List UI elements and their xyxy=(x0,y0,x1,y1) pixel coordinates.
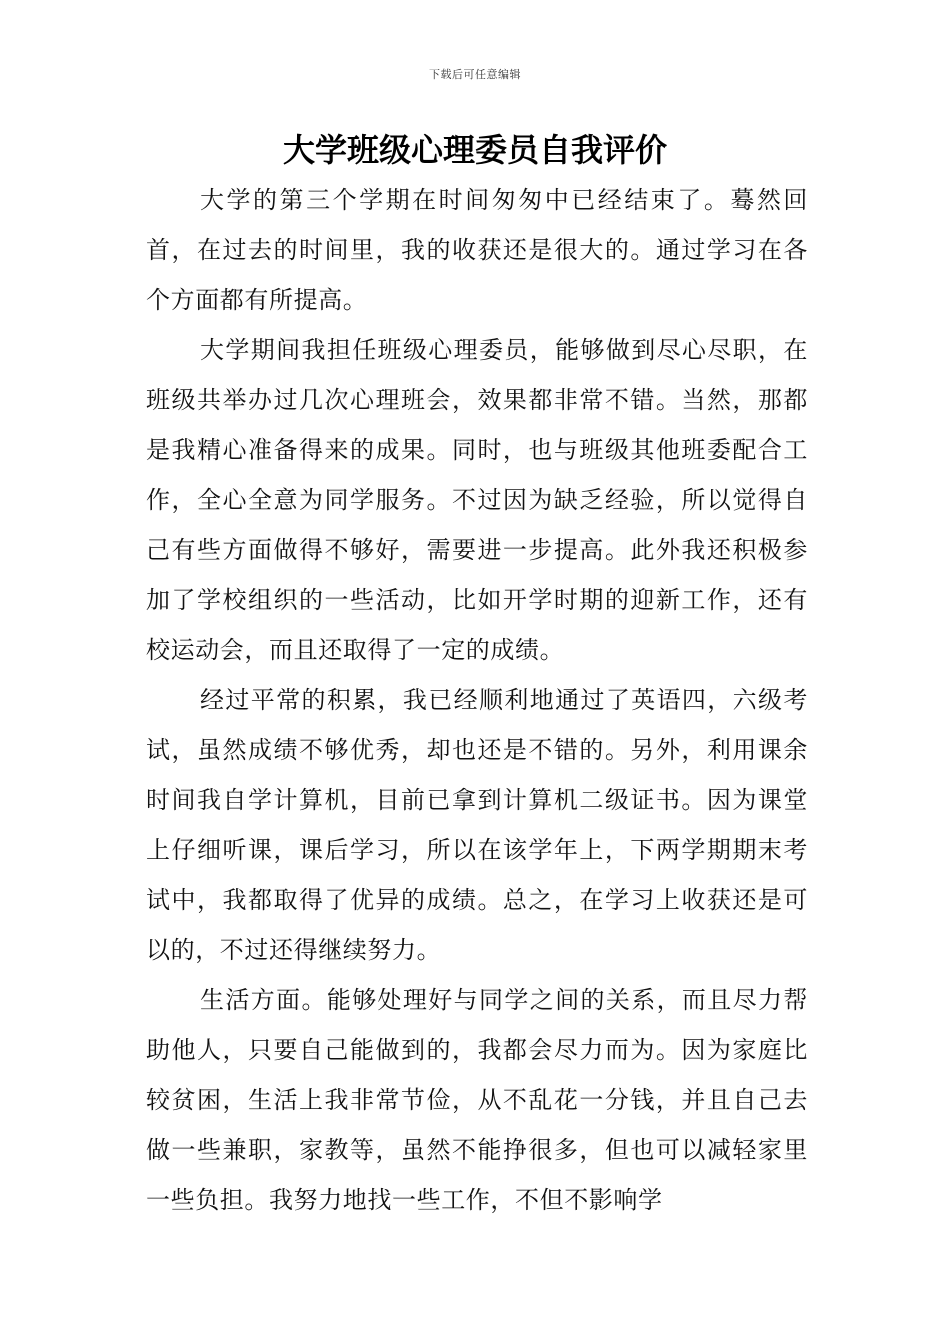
document-body xyxy=(146,175,808,1225)
document-title: 大学班级心理委员自我评价 xyxy=(282,131,667,169)
paragraph-3: 经过平常的积累，我已经顺利地通过了英语四，六级考试，虽然成绩不够优秀，却也还是不错的。另外，利用课余时间我自学计算机，目前已拿到计算机二级证书。因为课堂上仔细听课，课后学习，所以在该学年上，下两学期期末考试中，我都取得了优异的成绩。总之，在学习上收获还是可以的，不过还得继续努力。 xyxy=(146,686,808,964)
paragraph-1: 大学的第三个学期在时间匆匆中已经结束了。蓦然回首，在过去的时间里，我的收获还是很大的。通过学习在各个方面都有所提高。 xyxy=(146,186,808,314)
paragraph-4: 生活方面。能够处理好与同学之间的关系，而且尽力帮助他人，只要自己能做到的，我都会尽力而为。因为家庭比较贫困，生活上我非常节俭，从不乱花一分钱，并且自己去做一些兼职，家教等，虽然不能挣很多，但也可以减轻家里一些负担。我努力地找一些工作，不但不影响学 xyxy=(146,986,808,1214)
paragraph-2: 大学期间我担任班级心理委员，能够做到尽心尽职，在班级共举办过几次心理班会，效果都非常不错。当然，那都是我精心准备得来的成果。同时，也与班级其他班委配合工作，全心全意为同学服务。不过因为缺乏经验，所以觉得自己有些方面做得不够好，需要进一步提高。此外我还积极参加了学校组织的一些活动，比如开学时期的迎新工作，还有校运动会，而且还取得了一定的成绩。 xyxy=(146,336,808,664)
header-note: 下载后可任意编辑 xyxy=(429,68,521,81)
